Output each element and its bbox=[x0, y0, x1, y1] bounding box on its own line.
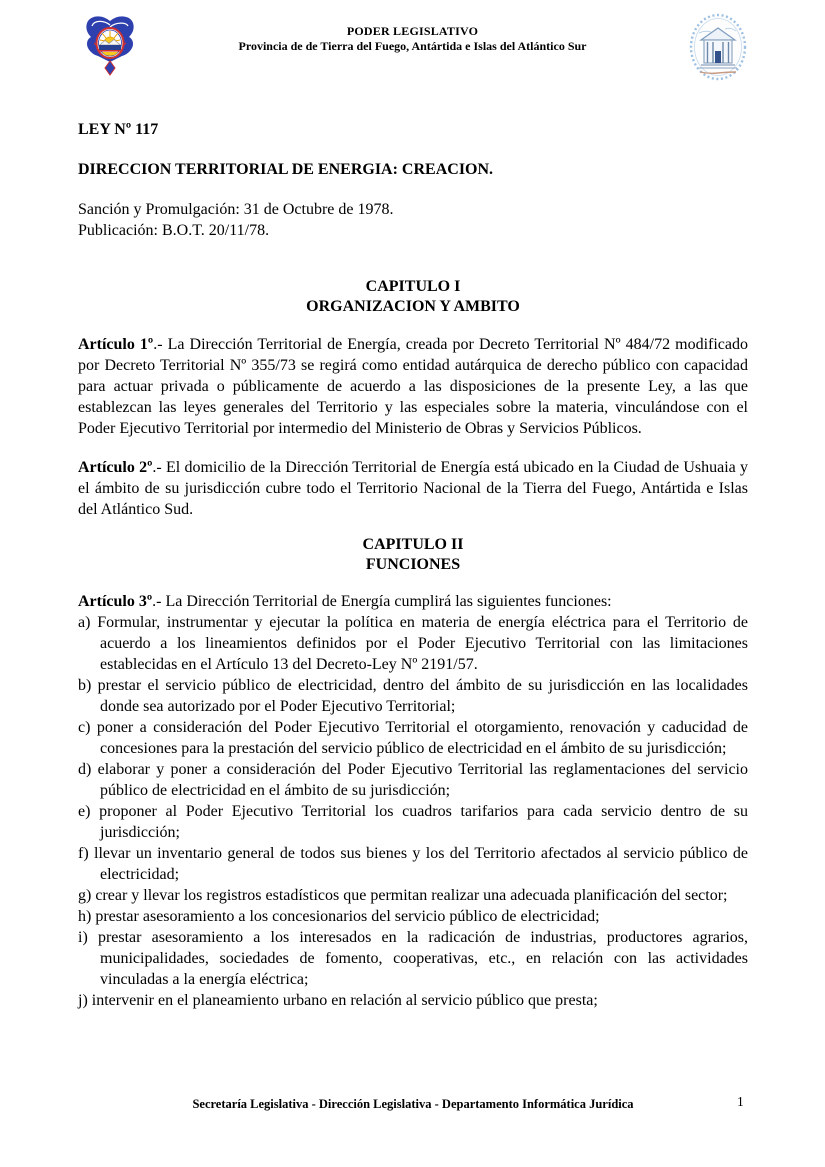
article-2-label: Artículo 2º bbox=[78, 459, 153, 476]
list-item-h-text: prestar asesoramiento a los concesionarios del servicio público de electricidad; bbox=[95, 908, 600, 925]
list-item-g bbox=[78, 885, 748, 906]
list-item-c-label: c) bbox=[78, 719, 91, 736]
page-number: 1 bbox=[737, 1094, 744, 1109]
list-item-e bbox=[78, 801, 748, 843]
list-item-j-text: intervenir en el planeamiento urbano en relación al servicio público que presta; bbox=[91, 992, 598, 1009]
publication-line: Publicación: B.O.T. 20/11/78. bbox=[78, 222, 270, 239]
article-3-text: .- La Dirección Territorial de Energía cumplirá las siguientes funciones: bbox=[152, 593, 612, 610]
chapter-1-title: CAPITULO I bbox=[365, 278, 461, 295]
list-item-a-text: Formular, instrumentar y ejecutar la política en materia de energía eléctrica para el Territorio de acuerdo a los lineamientos definidos por el Poder Ejecutivo Territorial con las limitaciones establecidas en el Artículo 13 del Decreto-Ley Nº 2191/57. bbox=[97, 614, 749, 673]
article-2 bbox=[78, 457, 748, 520]
list-item-d-text: elaborar y poner a consideración del Poder Ejecutivo Territorial las reglamentaciones del servicio público de electricidad en el ámbito de su jurisdicción; bbox=[97, 761, 748, 799]
chapter-1-heading bbox=[78, 277, 748, 317]
list-item-a bbox=[78, 612, 748, 675]
list-item-j-label: j) bbox=[78, 992, 88, 1009]
article-3-label: Artículo 3º bbox=[78, 593, 153, 610]
sanction-line: Sanción y Promulgación: 31 de Octubre de 1978. bbox=[78, 201, 394, 218]
list-item-i bbox=[78, 927, 748, 990]
list-item-f-text: llevar un inventario general de todos sus bienes y los del Territorio afectados al servicio público de electricidad; bbox=[94, 845, 749, 883]
list-item-f-label: f) bbox=[78, 845, 89, 862]
list-item-h bbox=[78, 906, 748, 927]
list-item-b-label: b) bbox=[78, 677, 92, 694]
list-item-c bbox=[78, 717, 748, 759]
org-name: PODER LEGISLATIVO bbox=[346, 24, 479, 38]
list-item-g-text: crear y llevar los registros estadísticos que permitan realizar una adecuada planificación del sector; bbox=[95, 887, 728, 904]
list-item-i-label: i) bbox=[78, 929, 88, 946]
list-item-b-text: prestar el servicio público de electricidad, dentro del ámbito de su jurisdicción en las localidades donde sea autorizado por el Poder Ejecutivo Territorial; bbox=[97, 677, 748, 715]
list-item-g-label: g) bbox=[78, 887, 92, 904]
article-1-label: Artículo 1º bbox=[78, 336, 154, 353]
list-item-f bbox=[78, 843, 748, 885]
law-number: LEY Nº 117 bbox=[78, 121, 159, 138]
chapter-2-heading bbox=[78, 535, 748, 575]
header-titles bbox=[120, 24, 705, 54]
list-item-d bbox=[78, 759, 748, 801]
list-item-c-text: poner a consideración del Poder Ejecutivo Territorial el otorgamiento, renovación y caducidad de concesiones para la prestación del servicio público de electricidad en el ámbito de su jurisdicción; bbox=[96, 719, 748, 757]
list-item-a-label: a) bbox=[78, 614, 91, 631]
article-3 bbox=[78, 591, 748, 612]
chapter-2-title: CAPITULO II bbox=[362, 536, 464, 553]
list-item-b bbox=[78, 675, 748, 717]
law-meta bbox=[78, 199, 748, 241]
footer-text: Secretaría Legislativa - Dirección Legislativa - Departamento Informática Jurídica bbox=[192, 1097, 634, 1111]
article-1 bbox=[78, 334, 748, 439]
org-subtitle: Provincia de de Tierra del Fuego, Antártida e Islas del Atlántico Sur bbox=[238, 39, 587, 53]
list-item-e-label: e) bbox=[78, 803, 91, 820]
law-title: DIRECCION TERRITORIAL DE ENERGIA: CREACION. bbox=[78, 161, 494, 178]
document-body bbox=[78, 120, 748, 1011]
list-item-j bbox=[78, 990, 748, 1011]
legislature-building-seal-icon bbox=[687, 11, 749, 83]
list-item-e-text: proponer al Poder Ejecutivo Territorial los cuadros tarifarios para cada servicio dentro de su jurisdicción; bbox=[99, 803, 748, 841]
list-item-i-text: prestar asesoramiento a los interesados en la radicación de industrias, productores agrarios, municipalidades, sociedades de fomento, cooperativas, etc., en relación con las actividades vinculadas a la energía eléctrica; bbox=[97, 929, 749, 988]
list-item-h-label: h) bbox=[78, 908, 92, 925]
chapter-1-subtitle: ORGANIZACION Y AMBITO bbox=[306, 298, 520, 315]
chapter-2-subtitle: FUNCIONES bbox=[365, 556, 461, 573]
article-2-text: .- El domicilio de la Dirección Territorial de Energía está ubicado en la Ciudad de Ushuaia y el ámbito de su jurisdicción cubre todo el Territorio Nacional de la Tierra del Fuego, Antártida e Islas del Atlántico Sud. bbox=[78, 459, 749, 518]
list-item-d-label: d) bbox=[78, 761, 92, 778]
article-1-text: .- La Dirección Territorial de Energía, creada por Decreto Territorial Nº 484/72 modificado por Decreto Territorial Nº 355/73 se regirá como entidad autárquica de derecho público con capacidad para actuar privada o públicamente de acuerdo a las disposiciones de la presente Ley, a las que establezcan las leyes generales del Territorio y las especiales sobre la materia, vinculándose con el Poder Ejecutivo Territorial por intermedio del Ministerio de Obras y Servicios Públicos. bbox=[78, 336, 748, 437]
functions-list bbox=[78, 612, 748, 1011]
